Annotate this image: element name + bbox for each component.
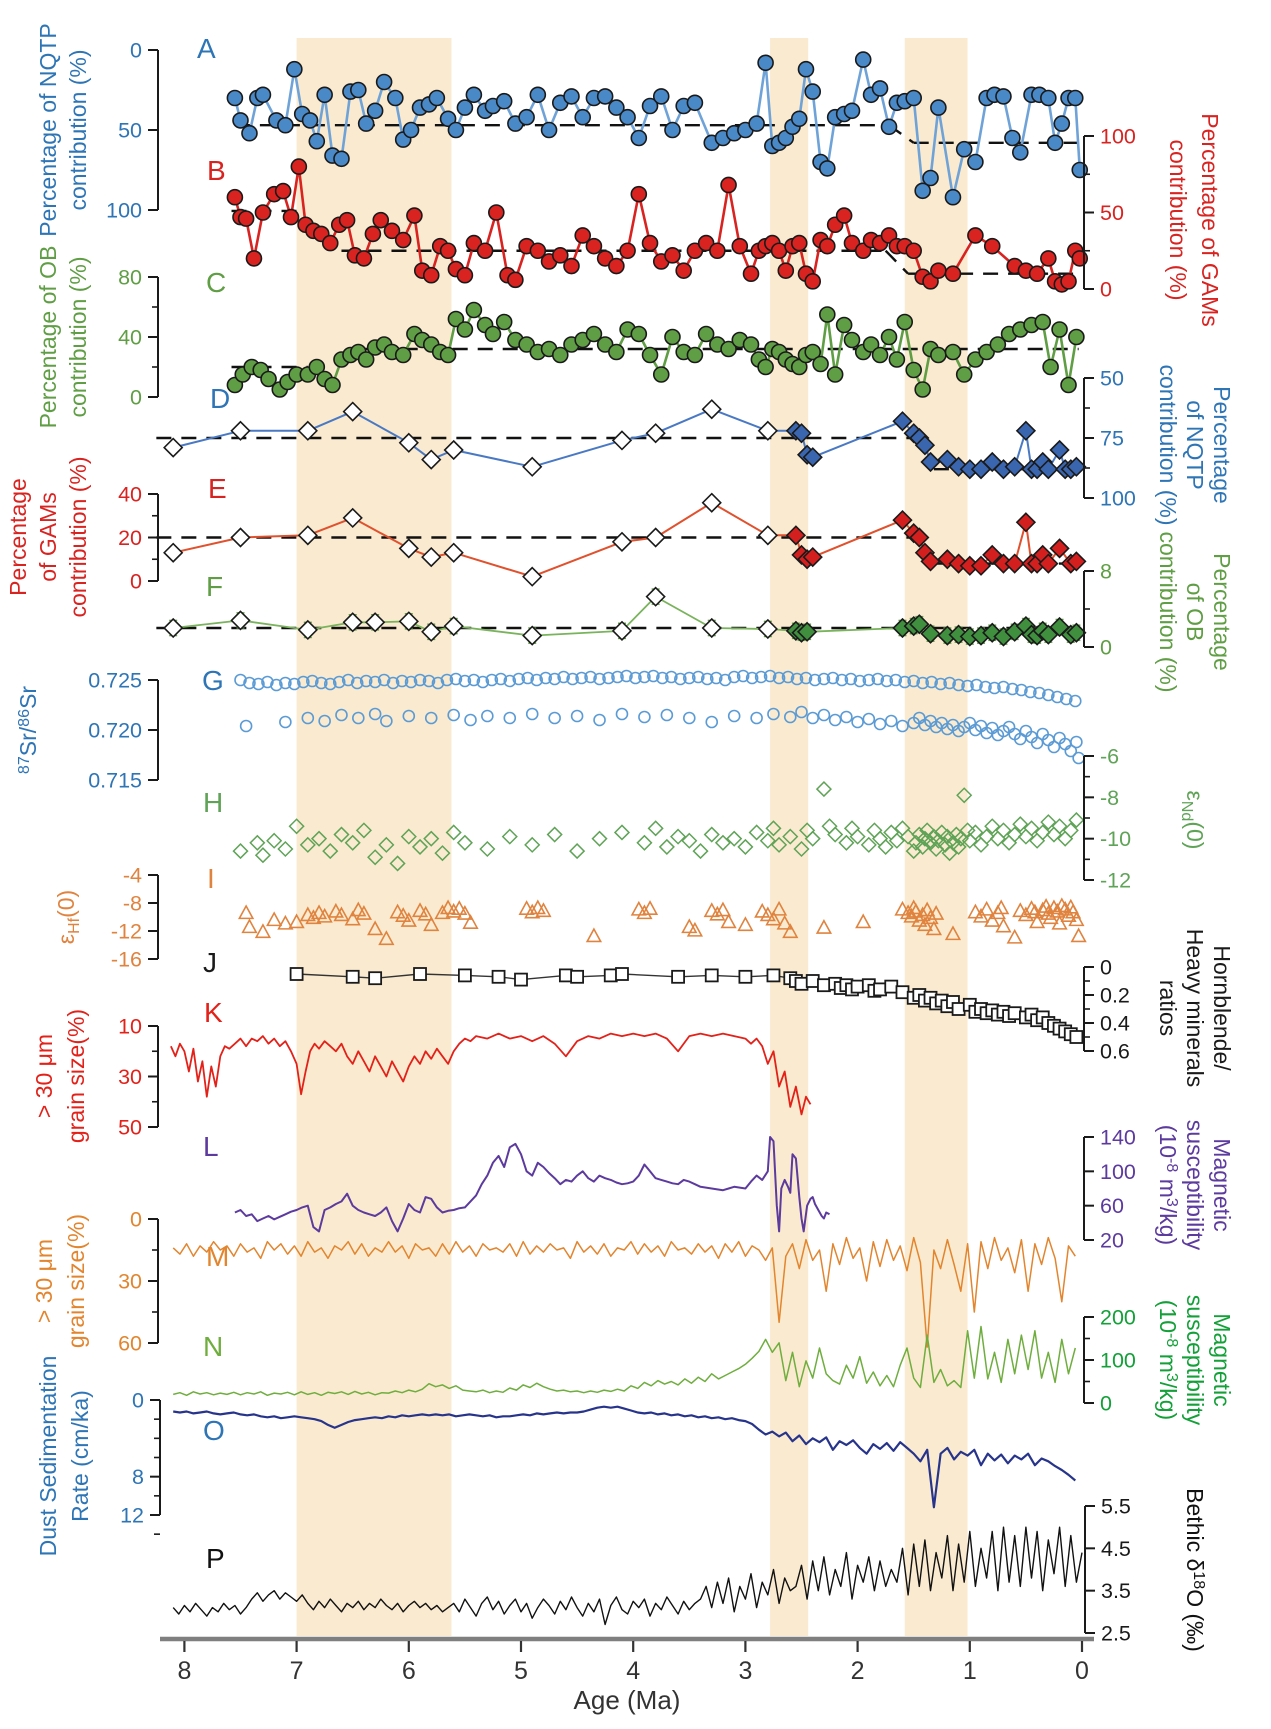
tick-label: 60	[1100, 1194, 1124, 1219]
tick-label: 0	[1100, 955, 1112, 980]
tick-label: 3.5	[1101, 1579, 1131, 1604]
axis-title-E: Percentage	[5, 478, 31, 596]
tick-label: 0	[132, 1388, 144, 1413]
tick-label: 0	[1100, 1391, 1112, 1416]
tick-label: 100	[1100, 486, 1136, 511]
tick-label: 0	[130, 1207, 142, 1232]
x-tick-label: 3	[738, 1657, 753, 1685]
tick-label: 75	[1100, 426, 1124, 451]
x-axis	[160, 1639, 1094, 1715]
tick-label: 50	[118, 118, 142, 143]
tick-label: 0.720	[88, 718, 142, 743]
panel-letter-O: O	[203, 1415, 225, 1446]
x-tick-label: 1	[962, 1657, 977, 1685]
highlight-bands	[297, 38, 968, 1636]
axis-title-G: $^{87}$Sr/$^{86}$Sr	[15, 685, 41, 775]
tick-label: -8	[1100, 785, 1120, 810]
panel-letter-C: C	[206, 267, 227, 298]
x-tick-label: 2	[850, 1657, 865, 1685]
tick-label: 60	[118, 1331, 142, 1356]
tick-label: 10	[118, 1014, 142, 1039]
tick-label: 40	[118, 325, 142, 350]
axis-title-D: Percentage	[1209, 386, 1235, 504]
axis-title-P: Bethic $\delta^{18}O$ (‰)	[1182, 1488, 1208, 1652]
axis-title-K: > 30 μm	[31, 1033, 57, 1119]
tick-label: -12	[1100, 868, 1132, 893]
tick-label: 30	[118, 1065, 142, 1090]
axis-title-M: > 30 μm	[31, 1238, 57, 1324]
axis-title-F: of OB	[1182, 582, 1208, 642]
axis-title-F: contribution (%)	[1155, 531, 1181, 693]
axis-title-N: susceptibility	[1182, 1294, 1208, 1426]
axis-title-C: Percentage of OB	[35, 245, 61, 429]
tick-label: 0	[1100, 277, 1112, 302]
axis-title-B: contribution (%)	[1165, 139, 1191, 301]
panel-letter-P: P	[206, 1543, 225, 1574]
x-tick-label: 5	[514, 1657, 528, 1685]
tick-label: 0.715	[88, 768, 142, 793]
axis-title-J: Heavy minerals	[1182, 928, 1208, 1088]
panel-letter-A: A	[197, 33, 216, 64]
axis-title-D: contribution (%)	[1155, 364, 1181, 526]
tick-label: -16	[110, 947, 142, 972]
axis-title-L: ($10^{-8}$ $m^3/kg$)	[1155, 1124, 1181, 1246]
tick-label: 0.2	[1100, 983, 1130, 1008]
axis-title-J: ratios	[1155, 979, 1181, 1037]
axis-title-E: of GAMs	[35, 492, 61, 582]
axis-title-O: Rate (cm/ka)	[67, 1390, 93, 1522]
tick-label: 0	[130, 385, 142, 410]
axis-title-C: contribution (%)	[65, 256, 91, 418]
panel-letter-G: G	[202, 665, 224, 696]
tick-label: 50	[1100, 201, 1124, 226]
tick-label: -10	[1100, 827, 1132, 852]
tick-label: -4	[122, 863, 142, 888]
x-tick-label: 4	[626, 1657, 641, 1685]
axis-title-L: susceptibility	[1182, 1119, 1208, 1251]
tick-label: 0.725	[88, 668, 142, 693]
tick-label: 4.5	[1101, 1536, 1131, 1561]
axis-title-F: Percentage	[1209, 553, 1235, 671]
tick-label: 12	[120, 1503, 144, 1528]
axis-title-L: Magnetic	[1209, 1138, 1235, 1232]
axis-title-H: $\varepsilon_{Nd}(0)$	[1178, 790, 1208, 850]
tick-label: 0.6	[1100, 1039, 1130, 1064]
x-tick-label: 7	[289, 1657, 304, 1685]
tick-label: 0	[130, 38, 142, 63]
tick-label: -8	[122, 891, 142, 916]
axis-title-A: Percentage of NQTP	[35, 23, 61, 237]
axis-title-B: Percentage of GAMs	[1197, 113, 1223, 327]
tick-label: 40	[118, 482, 142, 507]
panel-letter-I: I	[207, 863, 215, 894]
axis-title-K: grain size(%)	[63, 1008, 89, 1144]
tick-label: 0.4	[1100, 1011, 1130, 1036]
axis-title-O: Dust Sedimentation	[35, 1355, 61, 1557]
x-axis-title: Age (Ma)	[573, 1685, 681, 1715]
panel-letter-M: M	[206, 1241, 230, 1272]
panel-letter-H: H	[203, 787, 224, 818]
panel-letter-D: D	[210, 383, 231, 414]
tick-label: 8	[132, 1465, 144, 1490]
tick-label: 50	[118, 1115, 142, 1140]
tick-label: 140	[1100, 1125, 1136, 1150]
x-tick-label: 8	[177, 1657, 192, 1685]
axis-title-I: $\varepsilon_{Hf}(0)$	[53, 889, 83, 945]
tick-label: 80	[118, 265, 142, 290]
axis-title-N: Magnetic	[1209, 1313, 1235, 1407]
axis-title-M: grain size(%)	[63, 1213, 89, 1349]
x-tick-label: 6	[401, 1657, 416, 1685]
axis-title-E: contribution (%)	[65, 456, 91, 618]
tick-label: 200	[1100, 1305, 1136, 1330]
panel-letter-K: K	[204, 997, 223, 1028]
panel-letter-B: B	[207, 155, 226, 186]
axis-title-N: ($10^{-8}$ $m^3/kg$)	[1155, 1299, 1181, 1421]
tick-label: 100	[1100, 1348, 1136, 1373]
tick-label: 30	[118, 1269, 142, 1294]
tick-label: 20	[1100, 1228, 1124, 1253]
panel-letter-J: J	[203, 947, 217, 978]
tick-label: 100	[1100, 1159, 1136, 1184]
tick-label: -12	[110, 919, 142, 944]
panel-letter-N: N	[203, 1331, 224, 1362]
series-line-K	[171, 1034, 811, 1115]
axis-title-J: Hornblende/	[1209, 945, 1235, 1071]
tick-label: 100	[106, 198, 142, 223]
tick-label: 2.5	[1101, 1621, 1131, 1646]
tick-label: 5.5	[1101, 1494, 1131, 1519]
tick-label: 20	[118, 526, 142, 551]
tick-label: 0	[1100, 635, 1112, 660]
tick-label: 8	[1100, 559, 1112, 584]
panel-letter-E: E	[208, 473, 227, 504]
panel-letter-F: F	[206, 571, 224, 602]
tick-label: 0	[130, 569, 142, 594]
axis-title-A: contribution (%)	[65, 49, 91, 211]
axis-title-D: of NQTP	[1182, 400, 1208, 490]
tick-label: -6	[1100, 744, 1120, 769]
tick-label: 100	[1100, 124, 1136, 149]
tick-label: 50	[1100, 366, 1124, 391]
x-tick-label: 0	[1075, 1657, 1089, 1685]
panel-letter-L: L	[203, 1131, 219, 1162]
